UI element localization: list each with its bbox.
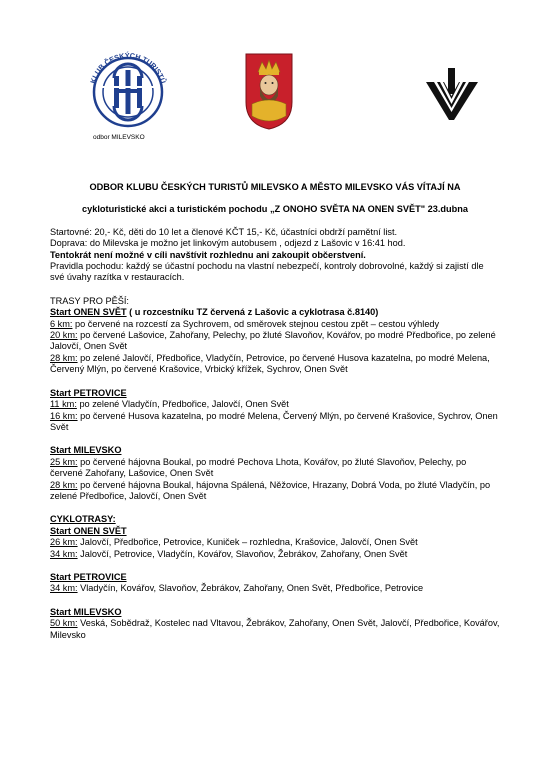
route-item: 28 km: po zelené Jalovčí, Předbořice, Vladyčín, Petrovice, po červené Husova kazatelna, po modré Melena, Červený Mlýn, po červené Krašovice, Vrbický křížek, Sychrov, Onen Svět bbox=[50, 352, 490, 375]
milevsko-coat-of-arms bbox=[244, 52, 294, 130]
info-line-notice: Tentokrát není možné v cíli navštívit rozhlednu ani zakoupit občerstvení. bbox=[50, 249, 366, 260]
ivv-logo bbox=[424, 68, 480, 120]
kct-club-logo bbox=[84, 48, 172, 128]
info-line-fee: Startovné: 20,- Kč, děti do 10 let a členové KČT 15,- Kč, účastníci obdrží pamětní list. bbox=[50, 226, 398, 237]
walk-start-onen-svet-note: ( u rozcestníku TZ červená z Lašovic a cyklotrasa č.8140) bbox=[126, 307, 379, 318]
title-line-2: cykloturistické akci a turistickém pochodu „Z ONOHO SVĚTA NA ONEN SVĚT" 23.dubna bbox=[82, 204, 468, 215]
route-item: 28 km: po červené hájovna Boukal, hájovna Spálená, Něžovice, Hrazany, Dobrá Voda, po žluté Vladyčín, po zelené Předbořice, Jalovčí, Onen Svět bbox=[50, 479, 491, 501]
route-item: 26 km: Jalovčí, Předbořice, Petrovice, Kuniček – rozhledna, Krašovice, Jalovčí, Onen Svět bbox=[50, 537, 418, 548]
title-line-1: ODBOR KLUBU ČESKÝCH TURISTŮ MILEVSKO A MĚSTO MILEVSKO VÁS VÍTAJÍ NA bbox=[89, 182, 461, 192]
logo-caption: odbor MILEVSKO bbox=[93, 134, 145, 141]
cycling-heading: CYKLOTRASY: bbox=[50, 514, 116, 525]
route-item: 25 km: po červené hájovna Boukal, po modré Pechova Lhota, Kovářov, po žluté Slavoňov, Pelechy, po červené Zahořany, Lašovice, Onen Svět bbox=[50, 456, 467, 479]
cycle-start-onen-svet: Start ONEN SVĚT bbox=[50, 525, 127, 536]
rules-text: Pravidla pochodu: každý se účastní pochodu na vlastní nebezpečí, kontroly dobrovolné, každý si zajistí dle své úvahy razítka v restauracích. bbox=[50, 261, 484, 283]
walking-heading: TRASY PRO PĚŠÍ: bbox=[50, 295, 129, 306]
route-item: 34 km: Jalovčí, Petrovice, Vladyčín, Kovářov, Slavoňov, Žebrákov, Zahořany, Onen Svět bbox=[50, 548, 408, 559]
logo-arc-text: KLUB ČESKÝCH TURISTŮ bbox=[88, 50, 168, 85]
cycle-start-petrovice: Start PETROVICE bbox=[50, 571, 127, 582]
route-item: 11 km: po zelené Vladyčín, Předbořice, Jalovčí, Onen Svět bbox=[50, 399, 289, 410]
route-item: 16 km: po červené Husova kazatelna, po modré Melena, Červený Mlýn, po červené Krašovice, Sychrov, Onen Svět bbox=[50, 410, 498, 432]
route-item: 20 km: po červené Lašovice, Zahořany, Pelechy, po žluté Slavoňov, Kovářov, po modré Předbořice, po zelené Jalovčí, Onen Svět bbox=[50, 330, 496, 352]
route-item: 6 km: po červené na rozcestí za Sychrovem, od směrovek stejnou cestou zpět – cestou výhledy bbox=[50, 318, 440, 329]
walk-start-onen-svet: Start ONEN SVĚT bbox=[50, 307, 127, 318]
walk-start-petrovice: Start PETROVICE bbox=[50, 387, 127, 398]
route-item: 34 km: Vladyčín, Kovářov, Slavoňov, Žebrákov, Zahořany, Onen Svět, Předbořice, Petrovice bbox=[50, 583, 424, 594]
cycle-start-milevsko: Start MILEVSKO bbox=[50, 606, 122, 617]
route-item: 50 km: Veská, Sobědraž, Kostelec nad Vltavou, Žebrákov, Zahořany, Onen Svět, Jalovčí, Předbořice, Kovářov, Milevsko bbox=[50, 618, 500, 640]
walk-start-milevsko: Start MILEVSKO bbox=[50, 445, 122, 456]
info-line-transport: Doprava: do Milevska je možno jet linkovým autobusem , odjezd z Lašovic v 16:41 hod. bbox=[50, 238, 406, 249]
document-body bbox=[50, 182, 500, 641]
